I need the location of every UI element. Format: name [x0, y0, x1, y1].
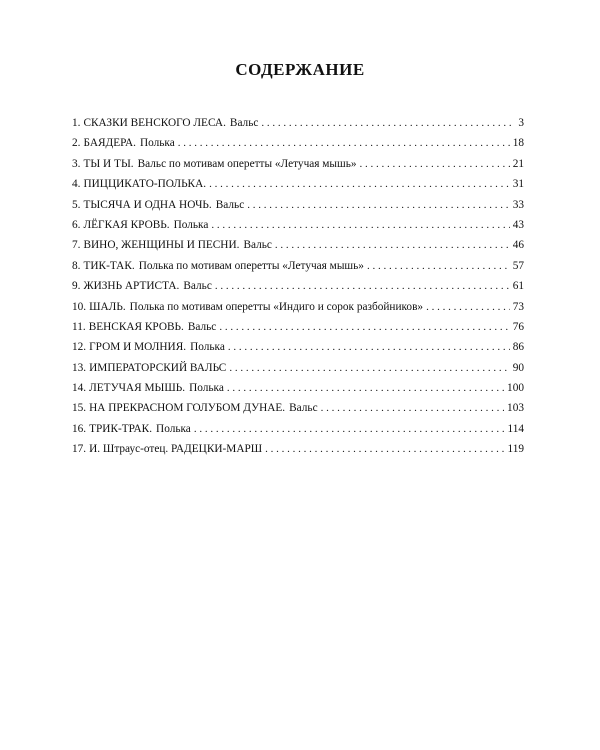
dot-leader	[426, 301, 510, 313]
entry-page-number: 31	[512, 178, 524, 191]
toc-entry-3	[72, 158, 524, 178]
entry-title: ЖИЗНЬ АРТИСТА.	[83, 280, 180, 293]
entry-title: НА ПРЕКРАСНОМ ГОЛУБОМ ДУНАЕ.	[89, 402, 286, 415]
entry-number: 10.	[72, 300, 87, 313]
dot-leader	[209, 178, 510, 190]
entry-number: 13.	[72, 361, 87, 374]
entry-subtitle: Полька по мотивам оперетты «Летучая мышь»	[138, 259, 364, 272]
dot-leader	[228, 341, 510, 353]
dot-leader	[211, 219, 509, 231]
page-title: СОДЕРЖАНИЕ	[235, 60, 365, 79]
table-of-contents	[72, 117, 524, 464]
toc-entry-17	[72, 443, 524, 463]
entry-page-number: 103	[507, 402, 524, 415]
entry-page-number: 90	[512, 361, 524, 374]
entry-page-number: 119	[507, 443, 524, 456]
entry-number: 11.	[72, 320, 86, 333]
toc-entry-4	[72, 178, 524, 198]
entry-page-number: 73	[512, 300, 524, 313]
entry-title: И. Штраус-отец. РАДЕЦКИ-МАРШ	[89, 443, 263, 456]
toc-entry-16	[72, 423, 524, 443]
entry-subtitle: Вальс	[229, 117, 259, 129]
entry-number: 7.	[72, 239, 81, 252]
toc-entry-10	[72, 301, 524, 321]
entry-page-number: 46	[512, 239, 524, 252]
dot-leader	[367, 260, 510, 272]
entry-subtitle: Вальс	[183, 280, 212, 293]
entry-number: 5.	[72, 198, 81, 211]
entry-subtitle: Вальс	[187, 320, 217, 333]
entry-subtitle: Вальс	[243, 239, 272, 252]
entry-subtitle: Полька	[139, 137, 175, 150]
toc-entry-1	[72, 117, 524, 137]
entry-number: 9.	[72, 280, 81, 293]
entry-number: 6.	[72, 218, 81, 231]
entry-subtitle: Вальс	[289, 402, 318, 415]
entry-number: 17.	[72, 443, 87, 456]
entry-number: 14.	[72, 382, 87, 395]
entry-subtitle: Полька	[156, 422, 191, 435]
entry-number: 12.	[72, 341, 87, 354]
dot-leader	[265, 443, 504, 455]
dot-leader	[275, 239, 510, 251]
entry-title: ШАЛЬ.	[89, 300, 126, 313]
dot-leader	[227, 382, 504, 394]
dot-leader	[321, 402, 504, 414]
dot-leader	[194, 423, 505, 435]
dot-leader	[215, 280, 510, 292]
entry-page-number: 86	[512, 341, 524, 354]
entry-page-number: 43	[512, 218, 524, 231]
entry-subtitle: Вальс	[215, 198, 245, 211]
entry-subtitle: Полька	[189, 382, 224, 395]
toc-entry-9	[72, 280, 524, 300]
dot-leader	[229, 362, 509, 374]
toc-entry-7	[72, 239, 524, 259]
entry-title: ГРОМ И МОЛНИЯ.	[89, 341, 187, 354]
entry-title: ТРИК-ТРАК.	[89, 422, 153, 435]
entry-title: ТЫ И ТЫ.	[83, 157, 134, 170]
toc-entry-15	[72, 402, 524, 422]
entry-title: ТИК-ТАК.	[83, 259, 135, 272]
entry-number: 3.	[72, 157, 81, 170]
entry-number: 16.	[72, 422, 87, 435]
entry-subtitle: Полька	[190, 341, 225, 354]
entry-subtitle: Полька	[173, 218, 209, 231]
toc-entry-6	[72, 219, 524, 239]
toc-entry-11	[72, 321, 524, 341]
toc-entry-2	[72, 137, 524, 157]
entry-page-number: 100	[507, 382, 524, 395]
dot-leader	[360, 158, 510, 170]
dot-leader	[178, 137, 510, 149]
toc-entry-14	[72, 382, 524, 402]
entry-subtitle: Полька по мотивам оперетты «Индиго и сорок разбойников»	[129, 300, 424, 313]
entry-number: 2.	[72, 137, 81, 150]
entry-number: 1.	[72, 117, 81, 129]
entry-page-number: 3	[518, 117, 524, 129]
entry-title: ПИЦЦИКАТО-ПОЛЬКА.	[83, 178, 207, 191]
entry-page-number: 61	[512, 280, 524, 293]
entry-title: ЛЕТУЧАЯ МЫШЬ.	[89, 382, 186, 395]
entry-title: ВИНО, ЖЕНЩИНЫ И ПЕСНИ.	[83, 239, 240, 252]
entry-title: СКАЗКИ ВЕНСКОГО ЛЕСА.	[83, 117, 226, 129]
entry-page-number: 57	[512, 259, 524, 272]
toc-entry-13	[72, 362, 524, 382]
entry-title: ИМПЕРАТОРСКИЙ ВАЛЬС	[89, 361, 227, 374]
entry-number: 8.	[72, 259, 81, 272]
entry-number: 4.	[72, 178, 81, 191]
dot-leader	[261, 117, 515, 129]
toc-entry-12	[72, 341, 524, 361]
entry-title: ВЕНСКАЯ КРОВЬ.	[88, 320, 184, 333]
entry-title: БАЯДЕРА.	[83, 137, 136, 150]
toc-entry-5	[72, 199, 524, 219]
entry-number: 15.	[72, 402, 87, 415]
dot-leader	[219, 321, 509, 333]
entry-title: ТЫСЯЧА И ОДНА НОЧЬ.	[83, 198, 212, 211]
entry-title: ЛЁГКАЯ КРОВЬ.	[83, 218, 170, 231]
entry-page-number: 21	[512, 157, 524, 170]
entry-page-number: 114	[507, 422, 524, 435]
entry-page-number: 76	[512, 320, 524, 333]
entry-page-number: 18	[512, 137, 524, 150]
dot-leader	[247, 199, 510, 211]
entry-page-number: 33	[512, 198, 524, 211]
entry-subtitle: Вальс по мотивам оперетты «Летучая мышь»	[137, 157, 357, 170]
toc-entry-8	[72, 260, 524, 280]
